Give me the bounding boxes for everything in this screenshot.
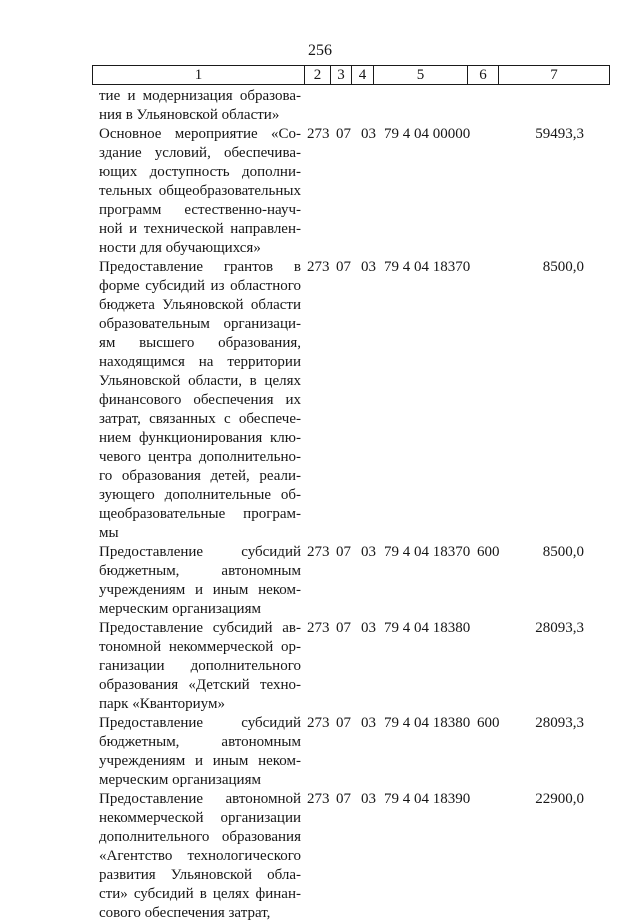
description-line: некоммерческой организации	[99, 810, 301, 826]
row-description	[99, 258, 301, 543]
page-number: 256	[308, 42, 332, 59]
row-description	[99, 619, 301, 714]
row-csr: 79 4 04 18370	[384, 544, 471, 560]
description-line: мы	[99, 525, 119, 541]
row-rz: 07	[336, 544, 351, 560]
description-line: парк «Кванториум»	[99, 696, 225, 712]
row-rz: 07	[336, 620, 351, 636]
row-gr: 273	[307, 715, 330, 731]
row-rz: 07	[336, 715, 351, 731]
row-csr: 79 4 04 18370	[384, 259, 471, 275]
description-line: чевого центра дополнительно-	[99, 449, 301, 465]
row-csr: 79 4 04 18390	[384, 791, 471, 807]
row-rz: 07	[336, 126, 351, 142]
row-sum: 8500,0	[542, 544, 584, 560]
row-vr: 600	[477, 544, 500, 560]
row-sum: 59493,3	[535, 126, 584, 142]
description-line: сти» субсидий в целях финан-	[99, 886, 301, 902]
row-pr: 03	[361, 620, 376, 636]
row-sum: 28093,3	[535, 620, 584, 636]
table-row	[0, 87, 640, 125]
row-vr: 600	[477, 715, 500, 731]
description-line: ния в Ульяновской области»	[99, 107, 280, 123]
description-line: Ульяновской области, в целях	[99, 373, 301, 389]
description-line: бюджетным, автономным	[99, 734, 301, 750]
header-col-1: 1	[93, 66, 305, 84]
row-description	[99, 87, 301, 125]
table-row	[0, 790, 640, 923]
row-csr: 79 4 04 18380	[384, 715, 471, 731]
description-line: ям высшего образования,	[99, 335, 301, 351]
description-line: тельных общеобразовательных	[99, 183, 301, 199]
description-line: форме субсидий из областного	[99, 278, 301, 294]
description-line: дополнительного образования	[99, 829, 301, 845]
row-csr: 79 4 04 18380	[384, 620, 471, 636]
description-line: Предоставление грантов в	[99, 259, 301, 275]
row-pr: 03	[361, 259, 376, 275]
description-line: тие и модернизация образова-	[99, 88, 301, 104]
row-sum: 8500,0	[542, 259, 584, 275]
header-col-5: 5	[374, 66, 468, 84]
header-col-6: 6	[468, 66, 499, 84]
description-line: го образования детей, реали-	[99, 468, 301, 484]
description-line: Предоставление субсидий ав-	[99, 620, 301, 636]
description-line: Предоставление субсидий	[99, 715, 301, 731]
row-description	[99, 543, 301, 619]
row-rz: 07	[336, 791, 351, 807]
table-row	[0, 125, 640, 258]
description-line: ности для обучающихся»	[99, 240, 261, 256]
row-pr: 03	[361, 126, 376, 142]
row-pr: 03	[361, 715, 376, 731]
header-col-3: 3	[331, 66, 352, 84]
table-header	[92, 65, 610, 85]
table-row	[0, 258, 640, 543]
description-line: учреждениям и иным неком-	[99, 753, 301, 769]
row-description	[99, 125, 301, 258]
row-pr: 03	[361, 791, 376, 807]
row-gr: 273	[307, 620, 330, 636]
header-col-2: 2	[305, 66, 331, 84]
description-line: ющих доступность дополни-	[99, 164, 301, 180]
description-line: образования «Детский техно-	[99, 677, 301, 693]
description-line: Предоставление автономной	[99, 791, 301, 807]
description-line: ной и технической направлен-	[99, 221, 301, 237]
table-row	[0, 543, 640, 619]
description-line: щеобразовательные програм-	[99, 506, 301, 522]
table-body	[0, 87, 640, 923]
description-line: находящимся на территории	[99, 354, 301, 370]
row-sum: 22900,0	[535, 791, 584, 807]
row-pr: 03	[361, 544, 376, 560]
description-line: зующего дополнительные об-	[99, 487, 301, 503]
description-line: затрат, связанных с обеспече-	[99, 411, 301, 427]
description-line: развития Ульяновской обла-	[99, 867, 301, 883]
description-line: мерческим организациям	[99, 601, 261, 617]
table-row	[0, 619, 640, 714]
description-line: образовательным организаци-	[99, 316, 301, 332]
row-description	[99, 790, 301, 923]
description-line: учреждениям и иным неком-	[99, 582, 301, 598]
row-gr: 273	[307, 791, 330, 807]
row-sum: 28093,3	[535, 715, 584, 731]
row-gr: 273	[307, 126, 330, 142]
row-gr: 273	[307, 259, 330, 275]
table-row	[0, 714, 640, 790]
row-description	[99, 714, 301, 790]
description-line: Предоставление субсидий	[99, 544, 301, 560]
header-col-4: 4	[352, 66, 374, 84]
description-line: финансового обеспечения их	[99, 392, 301, 408]
header-col-7: 7	[550, 67, 558, 83]
description-line: бюджета Ульяновской области	[99, 297, 301, 313]
description-line: Основное мероприятие «Со-	[99, 126, 301, 142]
description-line: бюджетным, автономным	[99, 563, 301, 579]
row-rz: 07	[336, 259, 351, 275]
row-gr: 273	[307, 544, 330, 560]
description-line: здание условий, обеспечива-	[99, 145, 301, 161]
description-line: тономной некоммерческой ор-	[99, 639, 301, 655]
description-line: сового обеспечения затрат,	[99, 905, 271, 921]
row-csr: 79 4 04 00000	[384, 126, 471, 142]
description-line: ганизации дополнительного	[99, 658, 301, 674]
description-line: «Агентство технологического	[99, 848, 301, 864]
description-line: нием функционирования клю-	[99, 430, 301, 446]
description-line: программ естественно-науч-	[99, 202, 301, 218]
description-line: мерческим организациям	[99, 772, 261, 788]
